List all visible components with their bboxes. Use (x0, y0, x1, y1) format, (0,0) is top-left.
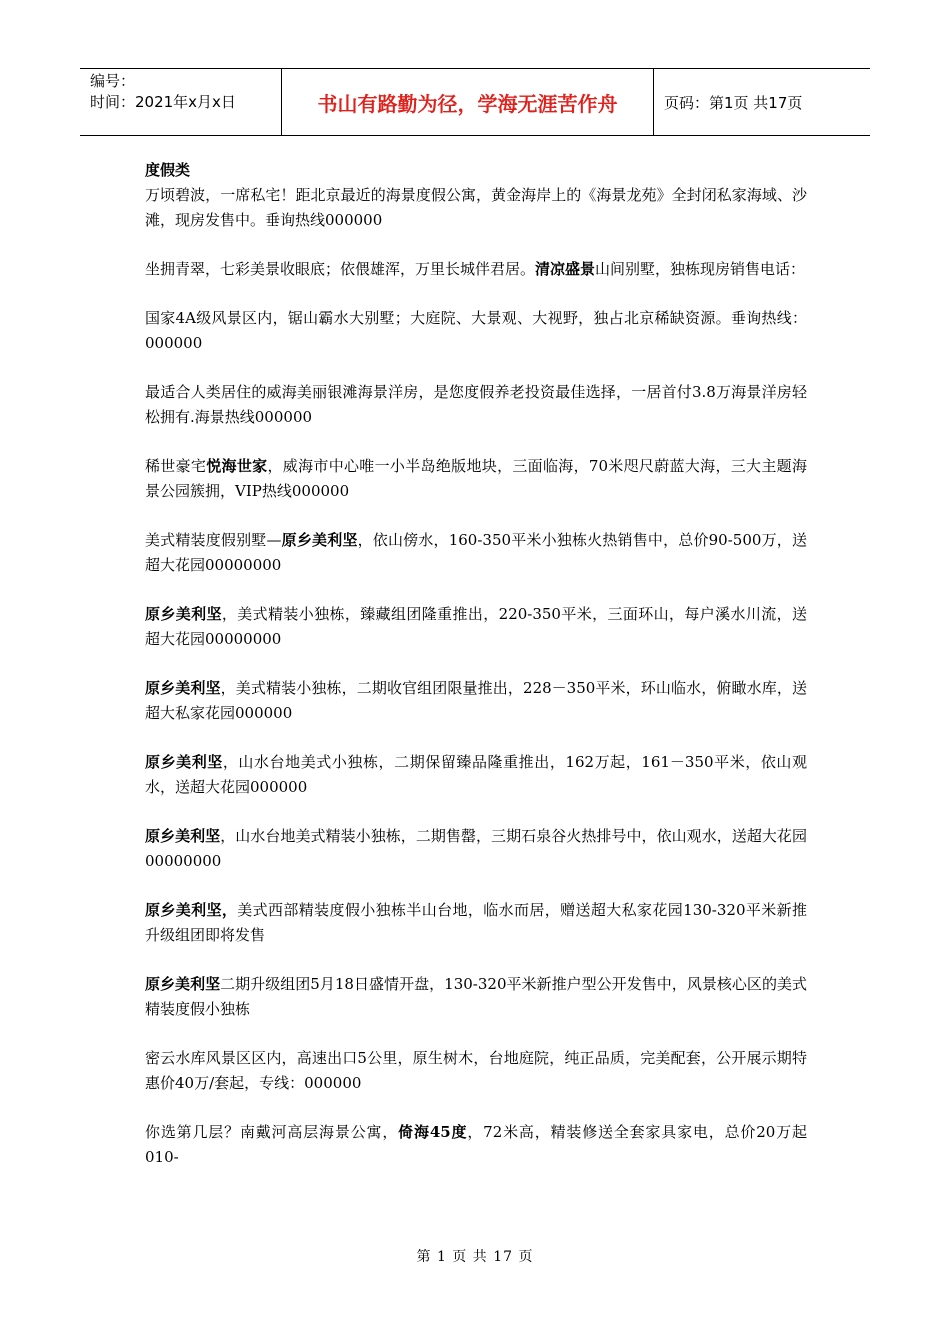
bold-text: 原乡美利坚 (145, 679, 221, 697)
bold-text: 清凉盛景 (535, 260, 596, 278)
document-body (145, 158, 807, 1194)
bold-text: 原乡美利坚 (281, 531, 358, 549)
text-segment: ，山水台地美式精装小独栋，二期售罄，三期石泉谷火热排号中，依山观水，送超大花园00000000 (145, 827, 807, 870)
text-segment: ，美式精装小独栋，二期收官组团限量推出，228－350平米，环山临水，俯瞰水库，送超大私家花园000000 (145, 679, 807, 722)
text-segment: 美式西部精装度假小独栋半山台地，临水而居，赠送超大私家花园130-320平米新推升级组团即将发售 (145, 901, 807, 944)
text-segment: 坐拥青翠，七彩美景收眼底；依偎雄浑，万里长城伴君居。 (145, 260, 536, 278)
text-segment: 山间别墅，独栋现房销售电话： (595, 260, 806, 278)
text-segment: 你选第几层？南戴河高层海景公寓， (145, 1123, 399, 1141)
text-segment: 密云水库风景区区内，高速出口5公里，原生树木，台地庭院，纯正品质，完美配套，公开展示期特惠价40万/套起，专线：000000 (145, 1049, 807, 1092)
text-segment: ，依山傍水，160-350平米小独栋火热销售中，总价90-500万，送超大花园00000000 (145, 531, 807, 574)
paragraph (145, 676, 807, 726)
date-label: 时间：2021年x月x日 (90, 93, 236, 111)
text-segment: ，山水台地美式小独栋，二期保留臻品隆重推出，162万起，161－350平米，依山观水，送超大花园000000 (145, 753, 807, 796)
bold-text: 原乡美利坚， (145, 901, 238, 919)
paragraph (145, 972, 807, 1022)
bold-text: 倚海45度 (398, 1123, 468, 1141)
bold-text: 原乡美利坚 (145, 975, 221, 993)
paragraph (145, 750, 807, 800)
header-page-number: 页码：第1页 共17页 (664, 93, 803, 112)
page-header (80, 68, 870, 136)
bold-text: 原乡美利坚 (145, 753, 223, 771)
paragraph (145, 306, 807, 356)
paragraph (145, 824, 807, 874)
text-segment: 二期升级组团5月18日盛情开盘，130-320平米新推户型公开发售中，风景核心区的美式精装度假小独栋 (145, 975, 807, 1018)
bold-text: 原乡美利坚 (145, 605, 222, 623)
paragraph-list (145, 183, 807, 1170)
header-meta-cell (80, 69, 282, 135)
bold-text: 原乡美利坚 (145, 827, 221, 845)
bold-text: 悦海世家 (206, 457, 268, 475)
code-label: 编号： (90, 72, 136, 90)
header-motto: 书山有路勤为径，学海无涯苦作舟 (282, 69, 654, 135)
text-segment: 美式精装度假别墅— (145, 531, 282, 549)
paragraph (145, 1120, 807, 1170)
text-segment: 国家4A级风景区内，锯山霸水大别墅；大庭院、大景观、大视野，独占北京稀缺资源。垂询热线：000000 (145, 309, 807, 352)
paragraph (145, 528, 807, 578)
section-title: 度假类 (145, 161, 191, 179)
paragraph (145, 183, 807, 233)
text-segment: 稀世豪宅 (145, 457, 207, 475)
page-footer: 第 1 页 共 17 页 (416, 1249, 534, 1265)
text-segment: ，美式精装小独栋，臻藏组团隆重推出，220-350平米，三面环山，每户溪水川流，送超大花园00000000 (145, 605, 807, 648)
text-segment: 最适合人类居住的威海美丽银滩海景洋房，是您度假养老投资最佳选择，一居首付3.8万海景洋房轻松拥有.海景热线000000 (145, 383, 807, 426)
paragraph (145, 380, 807, 430)
text-segment: ，威海市中心唯一小半岛绝版地块，三面临海，70米咫尺蔚蓝大海，三大主题海景公园簇拥，VIP热线000000 (145, 457, 807, 500)
paragraph (145, 454, 807, 504)
paragraph (145, 898, 807, 948)
paragraph (145, 1046, 807, 1096)
text-segment: 万顷碧波，一席私宅！距北京最近的海景度假公寓，黄金海岸上的《海景龙苑》全封闭私家海域、沙滩，现房发售中。垂询热线000000 (145, 186, 807, 229)
text-segment: ，72米高，精装修送全套家具家电，总价20万起010- (145, 1123, 807, 1166)
paragraph (145, 602, 807, 652)
paragraph (145, 257, 807, 282)
